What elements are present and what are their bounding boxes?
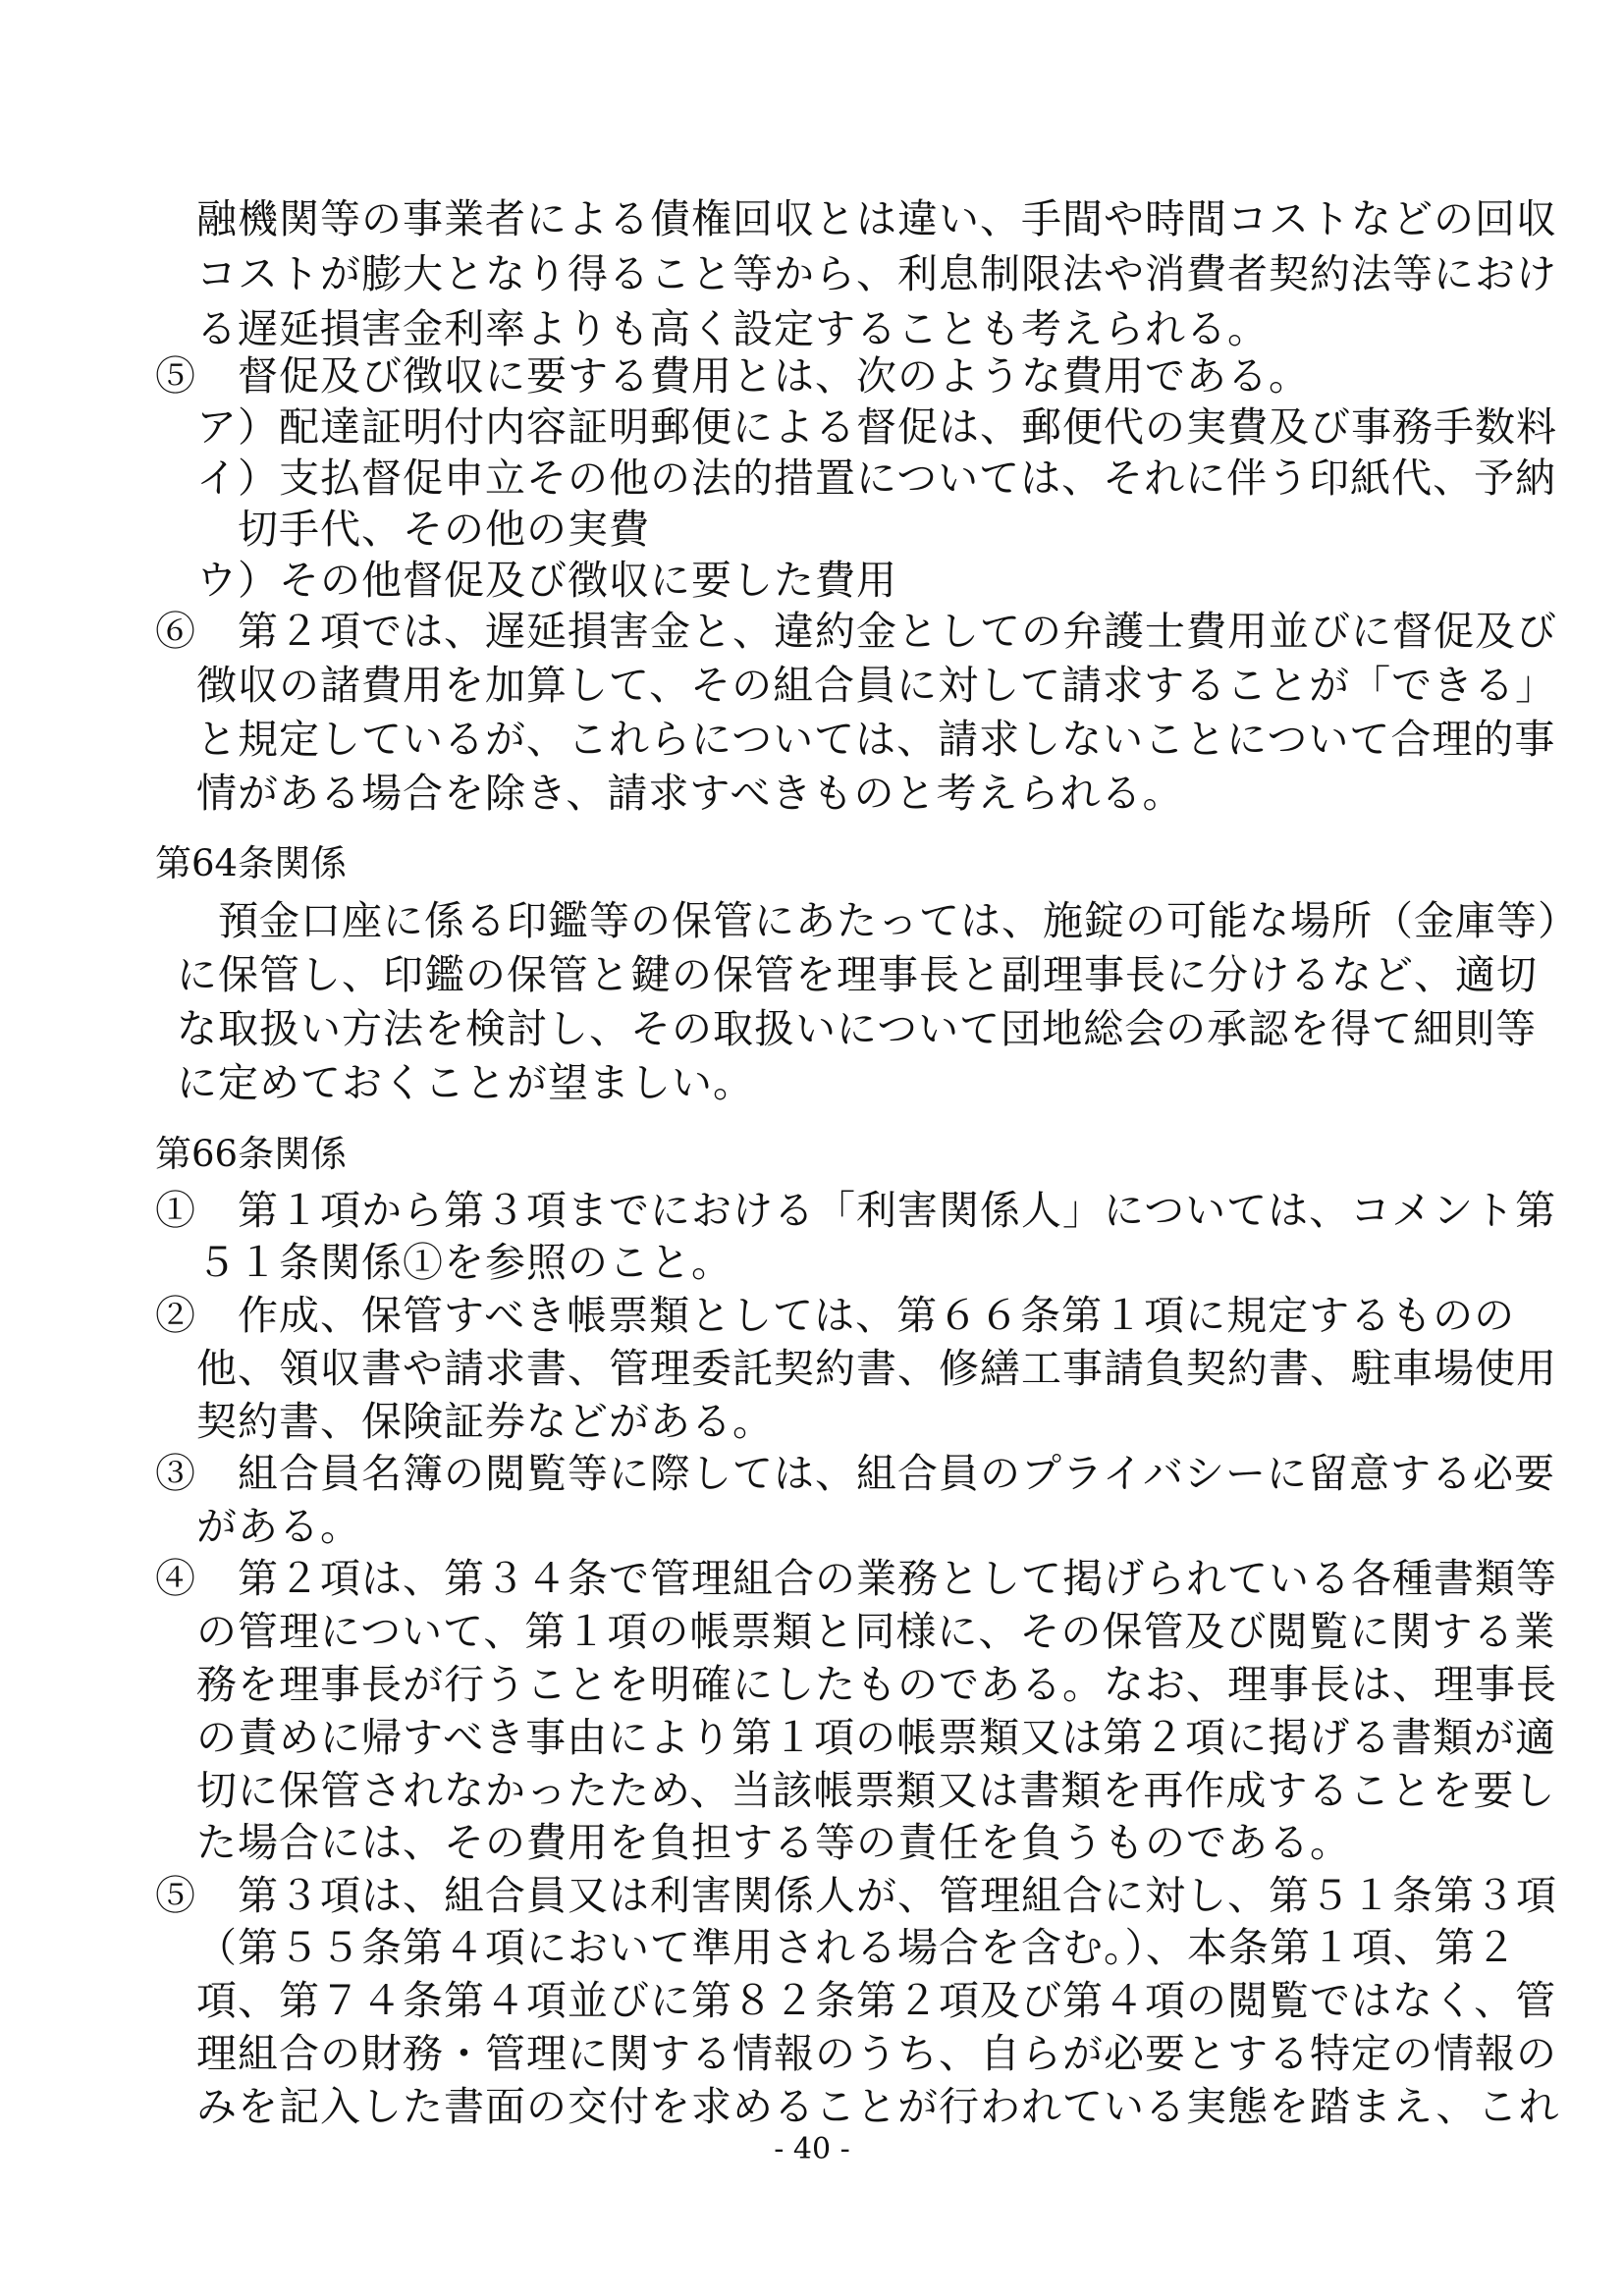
text-line: に定めておくことが望ましい。: [177, 1059, 754, 1106]
text-line: 情がある場合を除き、請求すべきものと考えられる。: [196, 770, 1184, 817]
text-line: 契約書、保険証券などがある。: [196, 1398, 774, 1445]
section-heading-66: 第66条関係: [155, 1133, 348, 1175]
text-line: みを記入した書面の交付を求めることが行われている実態を踏まえ、これ: [196, 2083, 1560, 2130]
text-line: 切手代、その他の実費: [238, 506, 650, 553]
list-item-3: ③ 組合員名簿の閲覧等に際しては、組合員のプライバシーに留意する必要: [155, 1450, 1555, 1497]
text-line: の責めに帰すべき事由により第１項の帳票類又は第２項に掲げる書類が適: [196, 1714, 1557, 1761]
text-line: 切に保管されなかったため、当該帳票類又は書類を再作成することを要し: [196, 1767, 1556, 1814]
text-line: た場合には、その費用を負担する等の責任を負うものである。: [196, 1819, 1351, 1866]
text-line: の管理について、第１項の帳票類と同様に、その保管及び閲覧に関する業: [196, 1608, 1556, 1655]
list-item-4: ④ 第２項は、第３４条で管理組合の業務として掲げられている各種書類等: [155, 1555, 1557, 1602]
text-line: 預金口座に係る印鑑等の保管にあたっては、施錠の可能な場所（金庫等）: [218, 897, 1579, 944]
text-line: がある。: [196, 1503, 361, 1550]
text-line: る遅延損害金利率よりも高く設定することも考えられる。: [196, 305, 1269, 352]
text-line: 徴収の諸費用を加算して、その組合員に対して請求することが「できる」: [196, 662, 1557, 709]
section-heading-64: 第64条関係: [155, 842, 348, 884]
list-item-5: ⑤ 督促及び徴収に要する費用とは、次のような費用である。: [155, 352, 1310, 400]
list-item-6: ⑥ 第２項では、遅延損害金と、違約金としての弁護士費用並びに督促及び: [155, 608, 1557, 655]
text-line: コストが膨大となり得ること等から、利息制限法や消費者契約法等におけ: [196, 250, 1557, 297]
list-item-2: ② 作成、保管すべき帳票類としては、第６６条第１項に規定するものの: [155, 1292, 1516, 1339]
text-line: と規定しているが、これらについては、請求しないことについて合理的事: [196, 716, 1556, 763]
page-number: - 40 -: [774, 2132, 850, 2166]
list-item-5: ⑤ 第３項は、組合員又は利害関係人が、管理組合に対し、第５１条第３項: [155, 1872, 1557, 1919]
sub-item-u: ウ）その他督促及び徴収に要した費用: [196, 557, 897, 604]
list-item-1: ① 第１項から第３項までにおける「利害関係人」については、コメント第: [155, 1187, 1557, 1234]
text-line: 務を理事長が行うことを明確にしたものである。なお、理事長は、理事長: [196, 1661, 1557, 1708]
text-line: ５１条関係①を参照のこと。: [196, 1239, 732, 1286]
text-line: 他、領収書や請求書、管理委託契約書、修繕工事請負契約書、駐車場使用: [196, 1345, 1557, 1392]
text-line: な取扱い方法を検討し、その取扱いについて団地総会の承認を得て細則等: [177, 1005, 1538, 1052]
sub-item-a: ア）配達証明付内容証明郵便による督促は、郵便代の実費及び事務手数料: [196, 403, 1557, 451]
text-line: 項、第７４条第４項並びに第８２条第２項及び第４項の閲覧ではなく、管: [196, 1977, 1557, 2024]
text-line: 理組合の財務・管理に関する情報のうち、自らが必要とする特定の情報の: [196, 2030, 1557, 2077]
sub-item-i: イ）支払督促申立その他の法的措置については、それに伴う印紙代、予納: [196, 454, 1557, 502]
text-line: （第５５条第４項において準用される場合を含む。）、本条第１項、第２: [196, 1924, 1517, 1971]
text-line: に保管し、印鑑の保管と鍵の保管を理事長と副理事長に分けるなど、適切: [177, 951, 1538, 998]
text-line: 融機関等の事業者による債権回収とは違い、手間や時間コストなどの回収: [196, 195, 1557, 242]
